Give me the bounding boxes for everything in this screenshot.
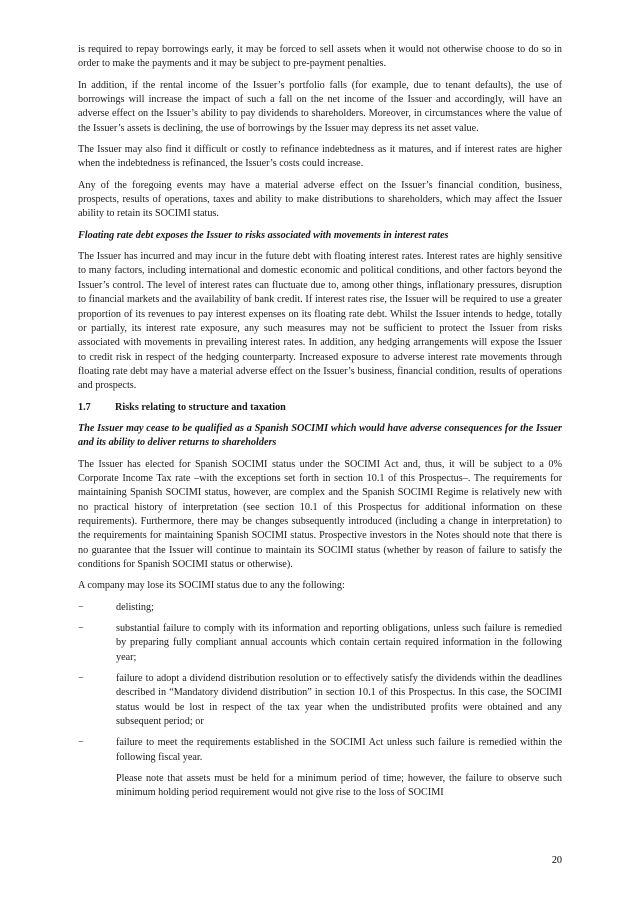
list-item-text: delisting; (116, 601, 154, 613)
list-item (78, 601, 562, 615)
paragraph-floating-rate: The Issuer has incurred and may incur in the future debt with floating interest rates. Interest rates are highly sensitive to many factors, including international and domestic economic and political conditions, and other factors beyond the Issuer’s control. The level of interest rates can fluctuate due to, among other things, inflationary pressures, disruption to financial markets and the availability of bank credit. If interest rates rise, the Issuer will be required to use a greater proportion of its revenues to pay interest expenses on its floating rate debt. Whilst the Issuer intends to hedge, totally or partially, its interest rate exposure, any such measures may not be sufficient to protect the Issuer from risks associated with movements in prevailing interest rates. In addition, any hedging arrangements will expose the Issuer to credit risk in respect of the hedging counterparty. Increased exposure to adverse interest rate movements through floating rate debt may have a material adverse effect on the Issuer’s business, financial condition, results of operations and prospects. (78, 251, 562, 392)
paragraph-foregoing-events: Any of the foregoing events may have a material adverse effect on the Issuer’s financial condition, business, prospects, results of operations, taxes and ability to make distributions to shareholders, which may affect the Issuer ability to retain its SOCIMI status. (78, 179, 562, 220)
list-item (78, 622, 562, 665)
list-item (78, 736, 562, 765)
paragraph-rental-income: In addition, if the rental income of the Issuer’s portfolio falls (for example, due to tenant defaults), the use of borrowings will increase the impact of such a fall on the net income of the Issuer and accordingly, will have an adverse effect on the Issuer’s ability to pay dividends to shareholders. Moreover, in circumstances where the value of the Issuer’s assets is declining, the use of borrowings by the Issuer may depress its net asset value. (78, 79, 562, 134)
list-item-text: substantial failure to comply with its information and reporting obligations, unless such failure is remedied by preparing fully compliant annual accounts which contain certain required information in the following year; (116, 623, 562, 663)
paragraph-borrowings: is required to repay borrowings early, it may be forced to sell assets when it would not otherwise choose to do so in order to make the payments and it may be subject to pre-payment penalties. (78, 44, 562, 70)
page-number: 20 (551, 855, 562, 866)
bullet-marker: − (78, 737, 84, 749)
paragraph-socimi-election: The Issuer has elected for Spanish SOCIMI status under the SOCIMI Act and, thus, it will be subject to a 0% Corporate Income Tax rate –with the exceptions set forth in section 10.1 of this Prospectus–. The requirements for maintaining Spanish SOCIMI status, however, are complex and the Spanish SOCIMI Regime is relatively new with no practical history of interpretation (see section 10.1 of this Prospectus for additional information on these requirements). Furthermore, there may be changes subsequently introduced (including a change in interpretation) to the requirements for maintaining Spanish SOCIMI status. Prospective investors in the Notes should note that there is no guarantee that the Issuer will continue to maintain its SOCIMI status (whether by reason of failure to satisfy the conditions for Spanish SOCIMI status or otherwise). (78, 458, 562, 570)
list-item (78, 672, 562, 729)
section-title: Risks relating to structure and taxation (115, 401, 286, 413)
subheading-socimi-status: The Issuer may cease to be qualified as a Spanish SOCIMI which would have adverse consequences for the Issuer and its ability to deliver returns to shareholders (78, 422, 562, 449)
bullet-marker: − (78, 623, 84, 635)
paragraph-refinance: The Issuer may also find it difficult or costly to refinance indebtedness as it matures, and if interest rates are higher when the indebtedness is refinanced, the Issuer’s costs could increase. (78, 144, 562, 170)
list-item-text: failure to meet the requirements established in the SOCIMI Act unless such failure is remedied within the following fiscal year. (116, 737, 562, 763)
paragraph-lose-status: A company may lose its SOCIMI status due to any the following: (78, 580, 345, 592)
list-item-text: failure to adopt a dividend distribution resolution or to effectively satisfy the dividends within the deadlines described in “Mandatory dividend distribution” in section 10.1 of this Prospectus. In this case, the SOCIMI status would be lost in respect of the tax year when the undistributed profits were obtained and any subsequent period; or (116, 673, 562, 728)
paragraph-holding-period: Please note that assets must be held for a minimum period of time; however, the failure to observe such minimum holding period requirement would not give rise to the loss of SOCIMI (116, 773, 562, 799)
section-heading (78, 401, 562, 415)
bullet-marker: − (78, 601, 84, 613)
section-number: 1.7 (78, 401, 91, 413)
subheading-floating-rate: Floating rate debt exposes the Issuer to risks associated with movements in interest rates (78, 229, 449, 241)
bullet-marker: − (78, 673, 84, 685)
